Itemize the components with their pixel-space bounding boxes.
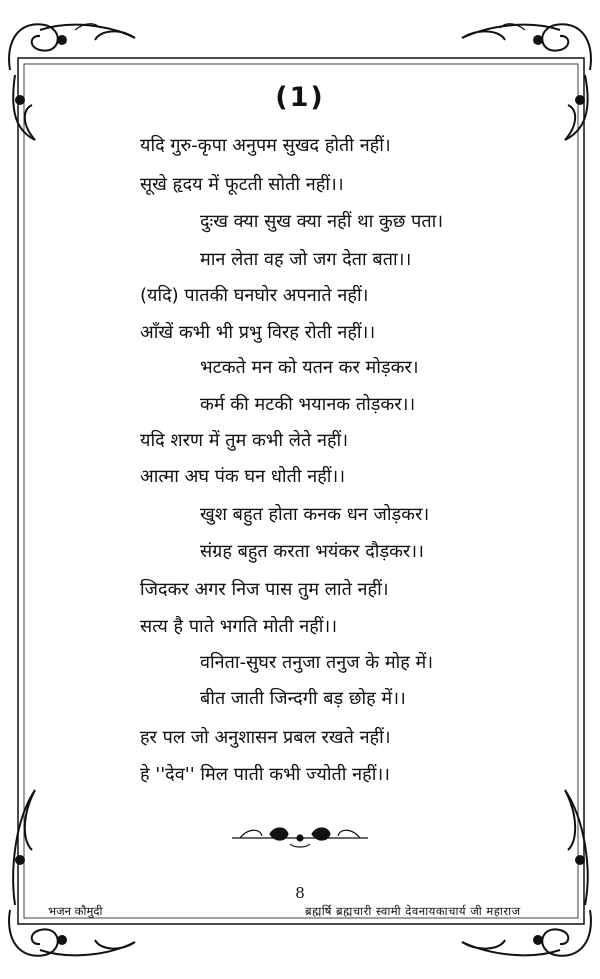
verse-line: मान लेता वह जो जग देता बता।। — [200, 249, 412, 270]
verse-line: दुःख क्या सुख क्या नहीं था कुछ पता। — [200, 211, 444, 232]
verse-line: आत्मा अघ पंक घन धोती नहीं।। — [140, 466, 346, 487]
verse-line: वनिता-सुघर तनुजा तनुज के मोह में। — [200, 652, 434, 673]
page-number: 8 — [295, 884, 305, 902]
verse-line: कर्म की मटकी भयानक तोड़कर।। — [200, 394, 416, 415]
verse-line: भटकते मन को यतन कर मोड़कर। — [200, 357, 419, 378]
footer-author: ब्रह्मर्षि ब्रह्मचारी स्वामी देवनायकाचार्य जी महाराज — [305, 904, 521, 918]
poem-number-heading: (1) — [275, 82, 325, 113]
verse-line: हर पल जो अनुशासन प्रबल रखते नहीं। — [140, 727, 391, 748]
verse-line: सूखे हृदय में फूटती सोती नहीं।। — [140, 174, 344, 195]
verse-line: बीत जाती जिन्दगी बड़ छोह में।। — [200, 688, 406, 709]
verse-line: संग्रह बहुत करता भयंकर दौड़कर।। — [200, 541, 424, 562]
verse-line: यदि गुरु-कृपा अनुपम सुखद होती नहीं। — [140, 135, 391, 156]
verse-line: जिदकर अगर निज पास तुम लाते नहीं। — [140, 579, 389, 600]
verse-line: सत्य है पाते भगति मोती नहीं।। — [140, 616, 338, 637]
verse-line: हे ''देव'' मिल पाती कभी ज्योती नहीं।। — [140, 764, 390, 785]
verse-line: खुश बहुत होता कनक धन जोड़कर। — [200, 504, 430, 525]
verse-line: (यदि) पातकी घनघोर अपनाते नहीं। — [140, 285, 369, 306]
verse-line: आँखें कभी भी प्रभु विरह रोती नहीं।। — [140, 322, 376, 343]
floral-divider-ornament — [230, 822, 370, 852]
footer-book-title: भजन कौमुदी — [48, 904, 103, 918]
verse-line: यदि शरण में तुम कभी लेते नहीं। — [140, 430, 349, 451]
